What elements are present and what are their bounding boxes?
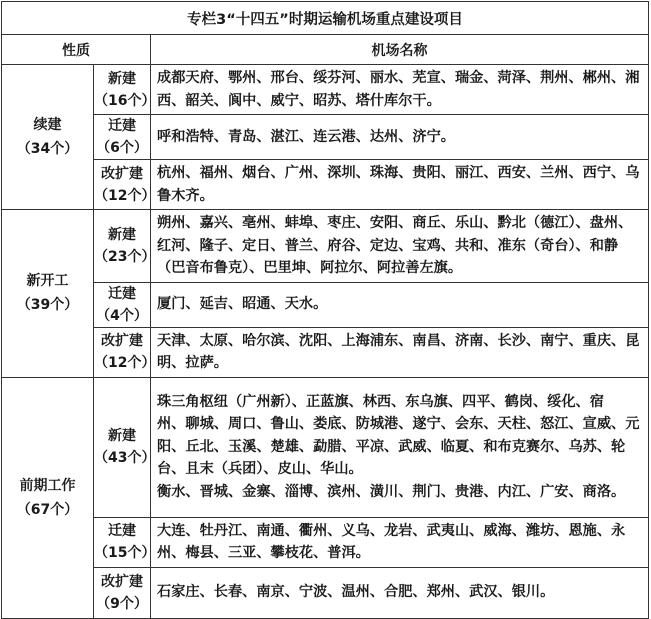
airport-names-line: 杭州、福州、烟台、广州、深圳、珠海、贵阳、丽江、西安、兰州、西宁、乌 [157, 165, 640, 181]
table-row [2, 160, 649, 210]
airport-names-line: 红河、隆子、定日、普兰、府谷、定边、宝鸡、共和、准东（奇台）、和静 [157, 237, 619, 254]
table-row [2, 567, 649, 618]
airport-names-cell [151, 567, 649, 618]
airport-names-line: 大连、牡丹江、南通、衢州、义乌、龙岩、武夷山、威海、潍坊、恩施、永 [157, 522, 626, 539]
type-cell [94, 282, 151, 327]
airport-names-cell [151, 282, 649, 327]
table-row [2, 327, 649, 377]
type-count: （4个） [96, 307, 148, 324]
airport-names-line: 呼和浩特、青岛、湛江、连云港、达州、济宁。 [157, 128, 455, 145]
type-label: 新建 [108, 70, 136, 87]
type-cell [94, 160, 156, 210]
category-label: 续建 [33, 117, 62, 133]
type-count: （15个） [94, 545, 156, 561]
airport-names-cell [151, 517, 649, 567]
table-row [2, 282, 649, 327]
type-cell [94, 115, 151, 160]
category-cell [2, 65, 94, 210]
airport-projects-table [1, 1, 649, 619]
category-cell [2, 377, 94, 618]
header-nature: 性质 [2, 35, 151, 65]
type-count: （9个） [96, 595, 148, 612]
airport-names-cell [151, 377, 649, 517]
type-label: 新建 [108, 226, 136, 243]
airport-names-line: 州、梅县、三亚、攀枝花、普洱。 [157, 545, 370, 561]
airport-names-line: 朔州、嘉兴、亳州、蚌埠、枣庄、安阳、商丘、乐山、黔北（德江）、盘州、 [157, 215, 633, 231]
airport-names-line: （巴音布鲁克）、巴里坤、阿拉尔、阿拉善左旗。 [157, 260, 463, 276]
airport-names-cell [151, 210, 649, 283]
category-count: （39个） [16, 297, 79, 314]
type-label: 改扩建 [101, 573, 143, 590]
airport-names-line: 成都天府、鄂州、邢台、绥芬河、丽水、芜宣、瑞金、菏泽、荆州、郴州、湘 [157, 70, 640, 86]
type-count: （16个） [94, 92, 156, 109]
category-count: （34个） [16, 141, 79, 157]
category-cell [2, 210, 94, 378]
airport-names-line: 鲁木齐。 [157, 187, 214, 204]
airport-names-line: 石家庄、长春、南京、宁波、温州、合肥、郑州、武汉、银川。 [157, 584, 555, 601]
type-label: 迁建 [108, 285, 136, 302]
table-row [2, 115, 649, 160]
airport-names-line: 台、且末（兵团）、皮山、华山。 [157, 461, 363, 478]
airport-names-line: 州、聊城、周口、鲁山、娄底、防城港、遂宁、会东、天柱、怒江、宣威、元 [157, 416, 640, 433]
type-count: （43个） [94, 450, 156, 466]
airport-names-line: 西、韶关、阆中、威宁、昭苏、塔什库尔干。 [157, 92, 441, 109]
airport-names-cell [151, 115, 649, 160]
airport-names-line: 厦门、延吉、昭通、天水。 [157, 296, 328, 313]
table-row [2, 210, 649, 283]
airport-names-line: 珠三角枢纽（广州新）、正蓝旗、林西、东乌旗、四平、鹤岗、绥化、宿 [157, 393, 604, 410]
table-title: 专栏3“十四五”时期运输机场重点建设项目 [2, 2, 649, 35]
airport-names-line: 明、拉萨。 [157, 355, 228, 371]
type-cell [94, 210, 156, 283]
category-label: 前期工作 [19, 477, 76, 494]
category-label: 新开工 [26, 273, 69, 290]
header-airport-name: 机场名称 [151, 35, 649, 65]
type-count: （6个） [96, 140, 148, 156]
type-label: 改扩建 [101, 165, 143, 182]
airport-names-line: 天津、太原、哈尔滨、沈阳、上海浦东、南昌、济南、长沙、南宁、重庆、昆 [157, 332, 640, 349]
category-count: （67个） [16, 501, 79, 518]
type-cell [94, 567, 151, 618]
airport-names-cell [151, 327, 649, 377]
type-cell [94, 327, 156, 377]
table-row [2, 65, 649, 115]
type-label: 迁建 [108, 523, 136, 539]
type-cell [94, 65, 156, 115]
type-label: 迁建 [108, 118, 136, 134]
type-cell [94, 517, 156, 567]
airport-names-line: 阳、丘北、玉溪、楚雄、勐腊、平凉、武威、临夏、和布克赛尔、乌苏、轮 [157, 438, 626, 455]
airport-names-cell [151, 160, 649, 210]
type-count: （12个） [94, 187, 156, 204]
type-label: 改扩建 [101, 333, 143, 349]
type-cell [94, 377, 156, 517]
type-count: （23个） [94, 248, 156, 265]
table-row [2, 377, 649, 517]
table-row [2, 517, 649, 567]
type-label: 新建 [108, 428, 136, 444]
airport-names-cell [151, 65, 649, 115]
airport-names-line: 衡水、晋城、金寨、淄博、滨州、潢川、荆门、贵港、内江、广安、商洛。 [157, 483, 626, 500]
type-count: （12个） [94, 355, 156, 371]
